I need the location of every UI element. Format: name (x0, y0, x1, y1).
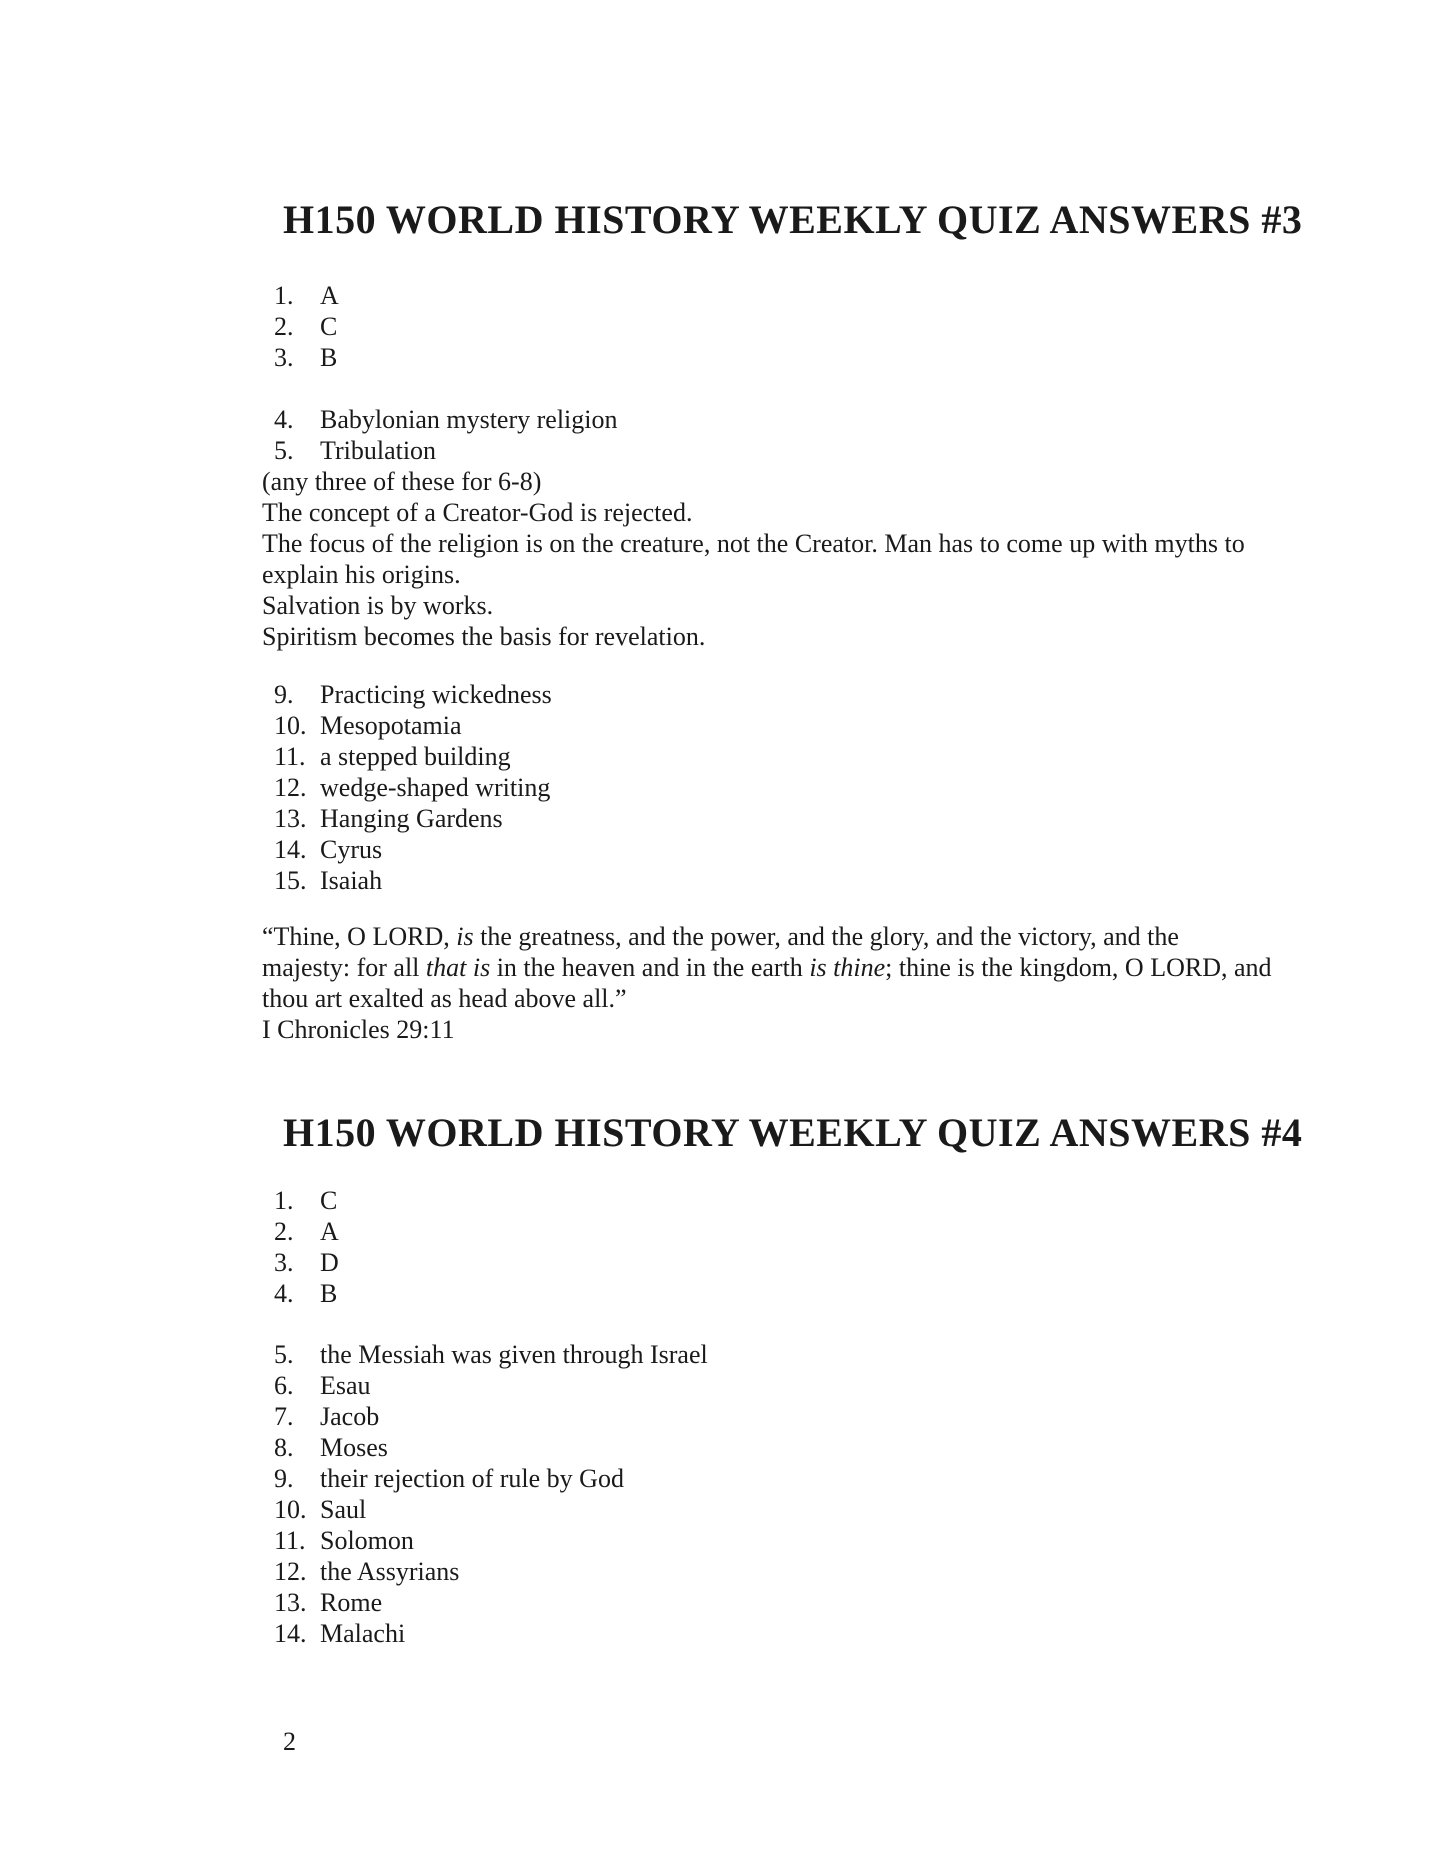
answer-text: their rejection of rule by God (320, 1464, 624, 1493)
quote-reference: I Chronicles 29:11 (262, 1015, 455, 1044)
answer-number: 4. (274, 1279, 294, 1308)
answer-row (262, 1185, 1382, 1216)
answer-row (262, 1556, 1382, 1587)
answer-text: Moses (320, 1433, 388, 1462)
answer-row (262, 1339, 1382, 1370)
answer-row (262, 710, 1382, 741)
quiz4-short-answers (262, 1339, 1382, 1649)
answer-text: the Assyrians (320, 1557, 460, 1586)
answer-text: Hanging Gardens (320, 804, 503, 833)
answer-number: 6. (274, 1371, 294, 1400)
answer-number: 1. (274, 281, 294, 310)
answer-number: 3. (274, 1248, 294, 1277)
answer-text: B (320, 1279, 338, 1308)
answer-number: 8. (274, 1433, 294, 1462)
answer-text: D (320, 1248, 339, 1277)
quiz3-more-answers (262, 679, 1382, 896)
answer-row (262, 1494, 1382, 1525)
answer-row (262, 1216, 1382, 1247)
note-line: The focus of the religion is on the creature, not the Creator. Man has to come up with myths to (262, 529, 1245, 558)
quiz4-title: H150 WORLD HISTORY WEEKLY QUIZ ANSWERS #4 (283, 1110, 1303, 1155)
answer-text: Saul (320, 1495, 367, 1524)
answer-row (262, 1247, 1382, 1278)
answer-text: Mesopotamia (320, 711, 462, 740)
quiz3-notes-paragraph (262, 466, 1382, 652)
answer-number: 12. (274, 773, 307, 802)
scripture-quote (262, 921, 1382, 1045)
answer-number: 10. (274, 1495, 307, 1524)
answer-row (262, 865, 1382, 896)
note-line: (any three of these for 6-8) (262, 467, 542, 496)
quiz3-multiple-choice-answers (262, 280, 1382, 373)
answer-row (262, 741, 1382, 772)
answer-text: A (320, 1217, 339, 1246)
quiz3-short-answers (262, 404, 1382, 466)
page-number: 2 (283, 1727, 296, 1756)
answer-text: the Messiah was given through Israel (320, 1340, 708, 1369)
answer-number: 10. (274, 711, 307, 740)
answer-number: 13. (274, 1588, 307, 1617)
answer-row (262, 1278, 1382, 1309)
answer-row (262, 435, 1382, 466)
answer-text: Babylonian mystery religion (320, 405, 618, 434)
answer-row (262, 404, 1382, 435)
answer-text: wedge-shaped writing (320, 773, 551, 802)
answer-text: C (320, 1186, 338, 1215)
answer-text: B (320, 343, 338, 372)
answer-row (262, 280, 1382, 311)
answer-text: Practicing wickedness (320, 680, 552, 709)
quote-line: majesty: for all that is in the heaven and in the earth is thine; thine is the kingdom, O LORD, and (262, 953, 1272, 982)
answer-number: 15. (274, 866, 307, 895)
answer-row (262, 803, 1382, 834)
answer-number: 1. (274, 1186, 294, 1215)
answer-row (262, 772, 1382, 803)
answer-number: 14. (274, 1619, 307, 1648)
note-line: The concept of a Creator-God is rejected. (262, 498, 693, 527)
answer-row (262, 1525, 1382, 1556)
note-line: Salvation is by works. (262, 591, 494, 620)
answer-number: 13. (274, 804, 307, 833)
answer-number: 12. (274, 1557, 307, 1586)
answer-row (262, 311, 1382, 342)
note-line: explain his origins. (262, 560, 461, 589)
answer-text: Tribulation (320, 436, 437, 465)
page-content (262, 0, 1382, 1649)
answer-row (262, 1401, 1382, 1432)
answer-number: 5. (274, 1340, 294, 1369)
quote-line: thou art exalted as head above all.” (262, 984, 627, 1013)
answer-number: 2. (274, 312, 294, 341)
quiz4-multiple-choice-answers (262, 1185, 1382, 1309)
answer-number: 4. (274, 405, 294, 434)
quiz3-title: H150 WORLD HISTORY WEEKLY QUIZ ANSWERS #3 (283, 197, 1303, 242)
answer-row (262, 342, 1382, 373)
answer-number: 5. (274, 436, 294, 465)
answer-number: 11. (274, 742, 306, 771)
answer-text: Malachi (320, 1619, 406, 1648)
answer-row (262, 1463, 1382, 1494)
answer-number: 3. (274, 343, 294, 372)
answer-number: 11. (274, 1526, 306, 1555)
answer-row (262, 679, 1382, 710)
answer-row (262, 1432, 1382, 1463)
answer-number: 9. (274, 1464, 294, 1493)
answer-row (262, 1370, 1382, 1401)
answer-row (262, 1587, 1382, 1618)
answer-row (262, 1618, 1382, 1649)
answer-text: A (320, 281, 339, 310)
answer-text: Esau (320, 1371, 371, 1400)
answer-text: Rome (320, 1588, 383, 1617)
answer-number: 2. (274, 1217, 294, 1246)
answer-text: C (320, 312, 338, 341)
answer-number: 7. (274, 1402, 294, 1431)
answer-number: 14. (274, 835, 307, 864)
answer-text: Isaiah (320, 866, 383, 895)
answer-text: a stepped building (320, 742, 511, 771)
answer-row (262, 834, 1382, 865)
answer-number: 9. (274, 680, 294, 709)
answer-text: Solomon (320, 1526, 414, 1555)
answer-text: Jacob (320, 1402, 380, 1431)
quote-line: “Thine, O LORD, is the greatness, and the power, and the glory, and the victory, and the (262, 922, 1179, 951)
answer-text: Cyrus (320, 835, 383, 864)
note-line: Spiritism becomes the basis for revelation. (262, 622, 706, 651)
